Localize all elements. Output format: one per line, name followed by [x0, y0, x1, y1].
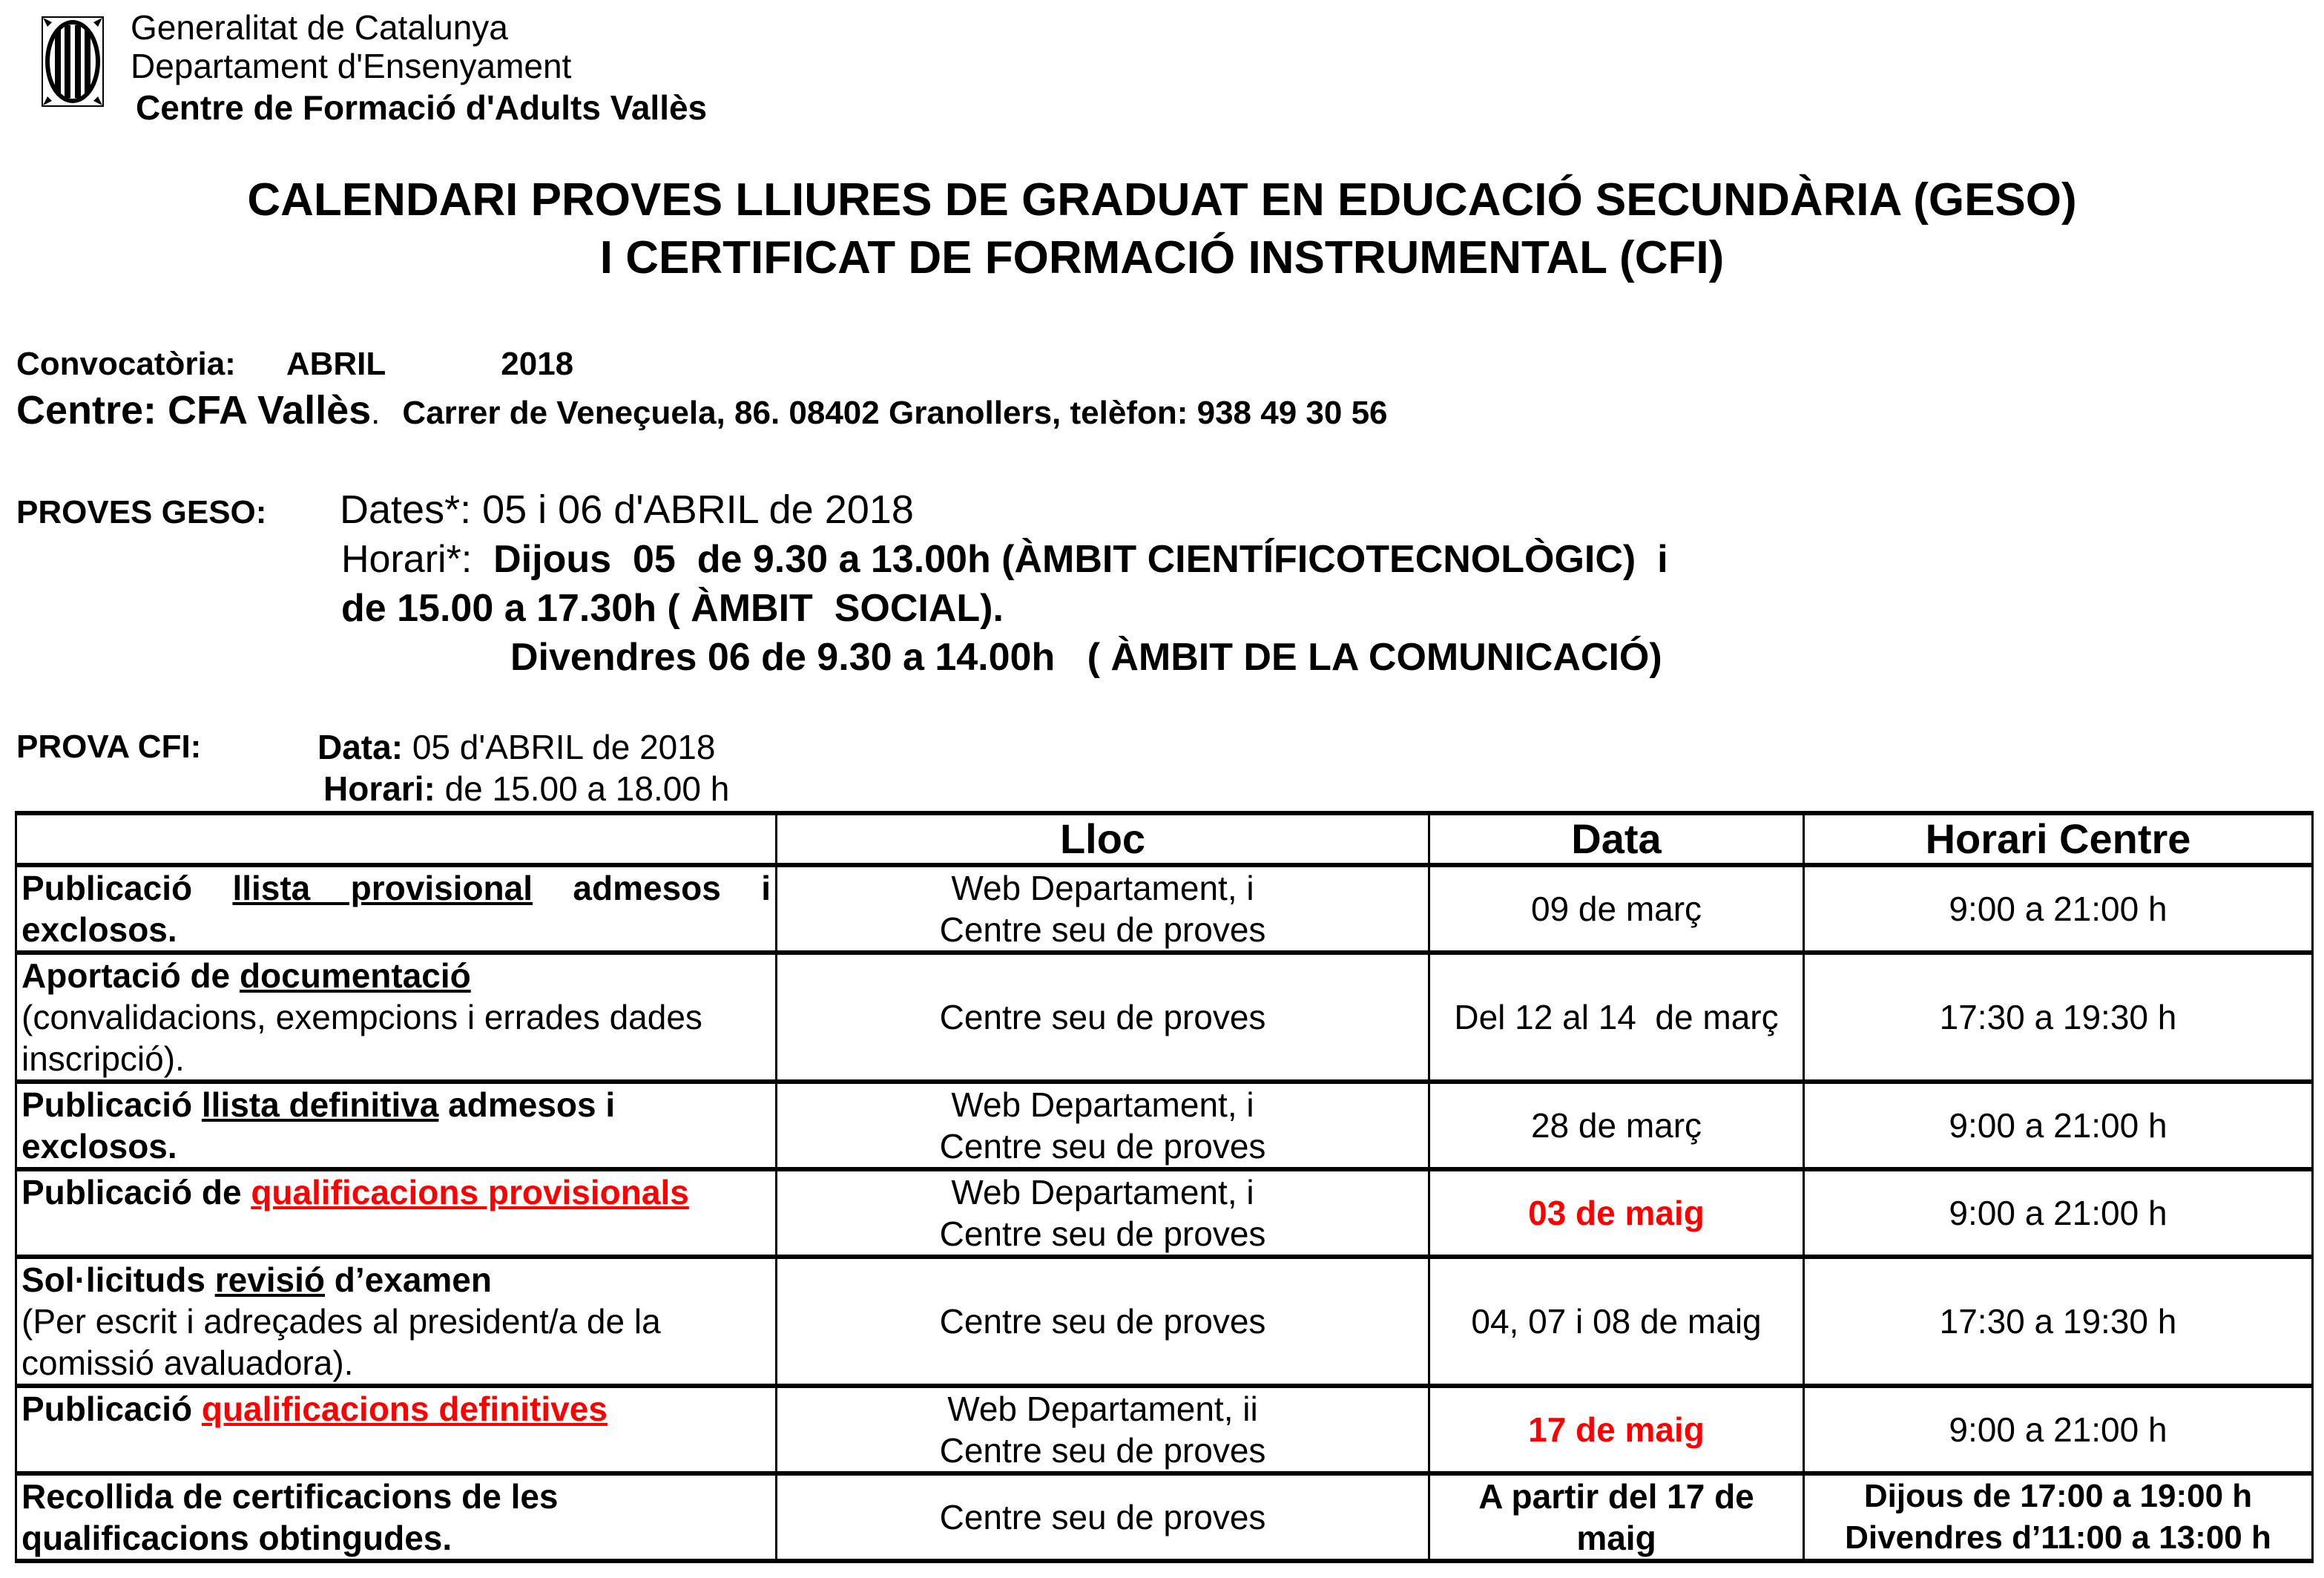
horari-cell: 9:00 a 21:00 h — [1804, 1082, 2313, 1169]
activity-title: Aportació de documentació — [22, 956, 471, 995]
activity-title: Publicació llista provisional admesos i exclosos. — [22, 869, 771, 949]
lloc-line: Centre seu de proves — [939, 1127, 1266, 1166]
column-header-data: Data — [1429, 813, 1804, 865]
horari-line: Divendres d’11:00 a 13:00 h — [1845, 1519, 2271, 1556]
lloc-cell: Centre seu de proves — [777, 1257, 1429, 1386]
cfi-date — [317, 727, 715, 767]
date-cell: 04, 07 i 08 de maig — [1429, 1257, 1804, 1386]
activity-cell — [16, 1473, 777, 1561]
lloc-cell — [777, 1386, 1429, 1473]
document-title-line1: CALENDARI PROVES LLIURES DE GRADUAT EN EDUCACIÓ SECUNDÀRIA (GESO) — [247, 174, 2077, 226]
org-name-centre: Centre de Formació d'Adults Vallès — [136, 88, 708, 127]
date-cell: 09 de març — [1429, 865, 1804, 953]
horari-line: Dijous de 17:00 a 19:00 h — [1863, 1478, 2253, 1514]
activity-cell — [16, 1082, 777, 1169]
geso-horari-thursday-morning: Dijous 05 de 9.30 a 13.00h (ÀMBIT CIENTÍFICOTECNOLÒGIC) i — [493, 538, 1668, 581]
activity-note: (convalidacions, exempcions i errades dades inscripció). — [22, 998, 702, 1078]
activity-title: Publicació llista definitiva admesos i exclosos. — [22, 1085, 616, 1166]
calendar-table — [15, 811, 2314, 1563]
table-row — [16, 1169, 2313, 1257]
cfi-date-value: 05 d'ABRIL de 2018 — [412, 728, 716, 766]
date-cell: 28 de març — [1429, 1082, 1804, 1169]
lloc-cell — [777, 865, 1429, 953]
column-header-activity — [16, 813, 777, 865]
activity-title: Recollida de certificacions de les qualificacions obtingudes. — [22, 1477, 559, 1557]
org-name-department: Departament d'Ensenyament — [131, 47, 572, 85]
cfi-date-label: Data: — [317, 728, 404, 766]
horari-cell: 9:00 a 21:00 h — [1804, 865, 2313, 953]
activity-cell — [16, 1257, 777, 1386]
column-header-lloc: Lloc — [777, 813, 1429, 865]
geso-dates-label: Dates*: — [340, 487, 472, 532]
table-row — [16, 953, 2313, 1082]
lloc-cell — [777, 1169, 1429, 1257]
activity-keyword: documentació — [239, 956, 471, 995]
convocatoria-month: ABRIL — [286, 346, 386, 382]
centre-dot: . — [371, 395, 381, 431]
horari-cell: 9:00 a 21:00 h — [1804, 1169, 2313, 1257]
lloc-line: Centre seu de proves — [939, 910, 1266, 949]
lloc-line: Centre seu de proves — [939, 1431, 1266, 1470]
date-cell: A partir del 17 de maig — [1429, 1473, 1804, 1561]
activity-keyword-highlight: qualificacions provisionals — [251, 1173, 689, 1212]
activity-note: (Per escrit i adreçades al president/a de la comissió avaluadora). — [22, 1302, 661, 1382]
activity-cell — [16, 1386, 777, 1473]
date-cell-highlight: 17 de maig — [1429, 1386, 1804, 1473]
table-row — [16, 1386, 2313, 1473]
horari-cell: 17:30 a 19:30 h — [1804, 953, 2313, 1082]
table-row — [16, 1473, 2313, 1561]
lloc-cell: Centre seu de proves — [777, 953, 1429, 1082]
horari-cell — [1804, 1473, 2313, 1561]
cfi-label: PROVA CFI: — [16, 729, 202, 765]
centre-line — [16, 387, 1388, 433]
lloc-line: Web Departament, i — [951, 1085, 1254, 1124]
geso-horari-line2: de 15.00 a 17.30h ( ÀMBIT SOCIAL). — [341, 587, 1004, 630]
geso-horari-line3: Divendres 06 de 9.30 a 14.00h ( ÀMBIT DE LA COMUNICACIÓ) — [510, 636, 1662, 679]
geso-dates-value: 05 i 06 d'ABRIL de 2018 — [482, 487, 914, 532]
activity-title: Publicació qualificacions definitives — [22, 1390, 608, 1428]
activity-cell — [16, 865, 777, 953]
lloc-cell: Centre seu de proves — [777, 1473, 1429, 1561]
geso-horari-label: Horari*: — [341, 538, 473, 581]
centre-name: Centre: CFA Vallès — [16, 388, 372, 433]
activity-title: Publicació de qualificacions provisionals — [22, 1173, 689, 1212]
column-header-horari: Horari Centre — [1804, 813, 2313, 865]
org-name-generalitat: Generalitat de Catalunya — [131, 8, 508, 47]
generalitat-logo-icon — [42, 16, 104, 107]
horari-cell: 9:00 a 21:00 h — [1804, 1386, 2313, 1473]
activity-title: Sol·licituds revisió d’examen — [22, 1260, 492, 1299]
geso-horari-line1 — [341, 537, 1668, 582]
cfi-horari-label: Horari: — [323, 769, 435, 808]
lloc-line: Web Departament, ii — [947, 1390, 1258, 1428]
activity-keyword: llista definitiva — [201, 1085, 439, 1124]
table-row — [16, 1082, 2313, 1169]
convocatoria-label: Convocatòria: — [16, 346, 236, 382]
cfi-horari — [323, 769, 729, 809]
centre-address: Carrer de Veneçuela, 86. 08402 Granollers, telèfon: 938 49 30 56 — [402, 395, 1388, 431]
activity-keyword: llista provisional — [232, 869, 533, 907]
geso-dates — [340, 487, 914, 533]
date-cell: Del 12 al 14 de març — [1429, 953, 1804, 1082]
activity-cell — [16, 953, 777, 1082]
lloc-line: Web Departament, i — [951, 869, 1254, 907]
lloc-cell — [777, 1082, 1429, 1169]
activity-keyword-highlight: qualificacions definitives — [201, 1390, 608, 1428]
lloc-line: Web Departament, i — [951, 1173, 1254, 1212]
convocatoria-line — [16, 346, 573, 383]
activity-keyword: revisió — [214, 1260, 325, 1299]
activity-cell — [16, 1169, 777, 1257]
horari-cell: 17:30 a 19:30 h — [1804, 1257, 2313, 1386]
cfi-horari-value: de 15.00 a 18.00 h — [444, 769, 730, 808]
date-cell-highlight: 03 de maig — [1429, 1169, 1804, 1257]
table-header-row — [16, 813, 2313, 865]
table-row — [16, 1257, 2313, 1386]
document-title-line2: I CERTIFICAT DE FORMACIÓ INSTRUMENTAL (CFI) — [599, 232, 1725, 283]
lloc-line: Centre seu de proves — [939, 1214, 1266, 1253]
table-row — [16, 865, 2313, 953]
geso-label: PROVES GESO: — [16, 494, 267, 530]
convocatoria-year: 2018 — [501, 346, 574, 382]
